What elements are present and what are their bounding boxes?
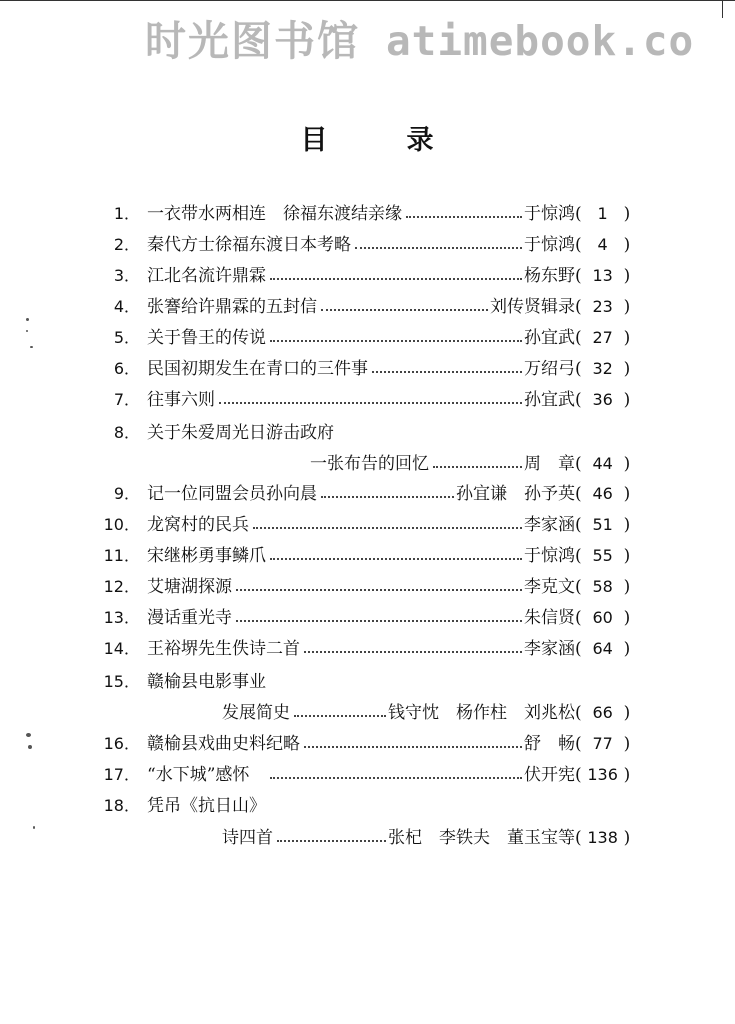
toc-entry [0, 296, 735, 318]
toc-entry [0, 545, 735, 567]
toc-entry-author: 孙宜武 [524, 328, 575, 348]
toc-entry-page: ( 58 ) [575, 577, 631, 597]
page-number: 60 [592, 608, 613, 627]
toc-entry-page: ( 46 ) [575, 484, 631, 504]
toc-entry-page: ( 32 ) [575, 359, 631, 379]
toc-entry [0, 389, 735, 411]
page-number: 51 [592, 515, 613, 534]
scan-speck [26, 330, 28, 332]
toc-entry-title: 民国初期发生在青口的三件事 [147, 359, 368, 379]
toc-entry-title: 往事六则 [147, 390, 215, 410]
toc-entry-number: 2． [113, 235, 140, 254]
toc-entry-page: ( 55 ) [575, 546, 631, 566]
page-number: 77 [592, 734, 613, 753]
page-number: 44 [592, 454, 613, 473]
toc-entry [0, 422, 735, 444]
toc-entry-author: 万绍弓 [524, 359, 575, 379]
toc-entry-page: ( 138 ) [575, 828, 631, 848]
toc-entry-author: 于惊鸿 [524, 235, 575, 255]
page-number: 64 [592, 639, 613, 658]
page-number: 1 [597, 204, 608, 223]
toc-entry [0, 514, 735, 536]
leader-dots [236, 589, 522, 591]
page-number: 55 [592, 546, 613, 565]
toc-entry-page: ( 51 ) [575, 515, 631, 535]
page-number: 138 [587, 828, 618, 847]
toc-entry-page: ( 64 ) [575, 639, 631, 659]
leader-dots [270, 278, 522, 280]
watermark [145, 8, 694, 67]
toc-entry-title: 张謇给许鼎霖的五封信 [147, 297, 317, 317]
toc-entry [0, 795, 735, 817]
toc-entry [0, 764, 735, 786]
page-title [0, 118, 735, 157]
toc-entry-author: 张杞 李铁夫 董玉宝等 [388, 828, 575, 848]
toc-entry-title: 关于鲁王的传说 [147, 328, 266, 348]
toc-entry-author: 李克文 [524, 577, 575, 597]
toc-entry-author: 伏开宪 [524, 765, 575, 785]
toc-entry [0, 234, 735, 256]
toc-entry-number: 12． [103, 577, 140, 596]
toc-entry-title: 一衣带水两相连 徐福东渡结亲缘 [147, 204, 402, 224]
leader-dots [270, 558, 522, 560]
page-number: 66 [592, 703, 613, 722]
page-number: 36 [592, 390, 613, 409]
toc-entry-continuation [0, 453, 735, 475]
toc-entry-author: 孙宜谦 孙予英 [456, 484, 575, 504]
toc-entry [0, 358, 735, 380]
toc-entry-page: ( 77 ) [575, 734, 631, 754]
watermark-cn: 时光图书馆 [145, 17, 360, 65]
toc-entry-title: 赣榆县电影事业 [147, 672, 266, 692]
toc-entry-author: 朱信贤 [524, 608, 575, 628]
toc-entry-number: 5． [113, 328, 140, 347]
toc-entry-number: 3． [113, 266, 140, 285]
toc-entry-continuation [0, 702, 735, 724]
toc-entry-number: 11． [103, 546, 140, 565]
toc-entry-number: 15． [103, 672, 140, 691]
toc-entry-author: 舒 畅 [524, 734, 575, 754]
toc-entry-number: 7． [113, 390, 140, 409]
toc-entry-title: 王裕堺先生佚诗二首 [147, 639, 300, 659]
toc-entry-number: 10． [103, 515, 140, 534]
toc-entry-number: 16． [103, 734, 140, 753]
toc-entry-title: 关于朱爱周光日游击政府 [147, 423, 334, 443]
toc-entry [0, 203, 735, 225]
toc-entry-author: 于惊鸿 [524, 204, 575, 224]
toc-entry-page: ( 4 ) [575, 235, 631, 255]
toc-entry-subtitle: 一张布告的回忆 [310, 454, 429, 474]
scan-speck [28, 745, 32, 749]
toc-entry-title: 江北名流许鼎霖 [147, 266, 266, 286]
scan-speck [33, 826, 35, 829]
toc-entry-page: ( 136 ) [575, 765, 631, 785]
toc-entry-continuation [0, 827, 735, 849]
leader-dots [372, 371, 522, 373]
toc-entry-title: “水下城”感怀 [147, 765, 250, 785]
toc-entry-title: 宋继彬勇事鳞爪 [147, 546, 266, 566]
leader-dots [406, 216, 522, 218]
page-number: 46 [592, 484, 613, 503]
page-number: 32 [592, 359, 613, 378]
toc-entry-author: 钱守忱 杨作柱 刘兆松 [388, 703, 575, 723]
leader-dots [321, 496, 454, 498]
toc-entry-page: ( 60 ) [575, 608, 631, 628]
toc-entry-title: 秦代方士徐福东渡日本考略 [147, 235, 351, 255]
toc-entry-page: ( 1 ) [575, 204, 631, 224]
scan-speck [30, 346, 33, 348]
scan-speck [26, 733, 31, 737]
toc-entry-number: 4． [113, 297, 140, 316]
page-number: 136 [587, 765, 618, 784]
toc-entry-title: 艾塘湖探源 [147, 577, 232, 597]
toc-entry [0, 671, 735, 693]
page-number: 58 [592, 577, 613, 596]
toc-entry-number: 14． [103, 639, 140, 658]
toc-entry [0, 607, 735, 629]
leader-dots [219, 402, 522, 404]
toc-entry-author: 刘传贤辑录 [490, 297, 575, 317]
title-char-2: 录 [406, 125, 435, 156]
toc-entry-subtitle: 发展简史 [222, 703, 290, 723]
toc-entry-title: 龙窝村的民兵 [147, 515, 249, 535]
toc-entry-page: ( 13 ) [575, 266, 631, 286]
toc-entry-number: 18． [103, 796, 140, 815]
toc-entry-author: 于惊鸿 [524, 546, 575, 566]
toc-entry-page: ( 27 ) [575, 328, 631, 348]
toc-entry-author: 李家涵 [524, 515, 575, 535]
toc-entry-number: 6． [113, 359, 140, 378]
page-number: 4 [597, 235, 608, 254]
toc-entry-author: 李家涵 [524, 639, 575, 659]
toc-entry-author: 杨东野 [524, 266, 575, 286]
top-rule [0, 0, 735, 1]
leader-dots [304, 746, 522, 748]
leader-dots [270, 340, 522, 342]
leader-dots [321, 309, 488, 311]
toc-entry [0, 265, 735, 287]
toc-entry-number: 8． [113, 423, 140, 442]
toc-entry [0, 638, 735, 660]
toc-entry [0, 576, 735, 598]
toc-entry-number: 1． [113, 204, 140, 223]
toc-entry-title: 赣榆县戏曲史料纪略 [147, 734, 300, 754]
toc-entry-number: 13． [103, 608, 140, 627]
toc-entry [0, 483, 735, 505]
toc-entry-title: 记一位同盟会员孙向晨 [147, 484, 317, 504]
leader-dots [355, 247, 522, 249]
toc-entry-page: ( 36 ) [575, 390, 631, 410]
leader-dots [304, 651, 522, 653]
toc-entry-author: 周 章 [524, 454, 575, 474]
toc-entry-number: 17． [103, 765, 140, 784]
scan-speck [26, 318, 29, 321]
leader-dots [236, 620, 522, 622]
leader-dots [253, 527, 522, 529]
title-char-1: 目 [300, 125, 329, 156]
page-number: 27 [592, 328, 613, 347]
toc-entry-page: ( 66 ) [575, 703, 631, 723]
leader-dots [270, 777, 522, 779]
toc-entry-author: 孙宜武 [524, 390, 575, 410]
toc-entry [0, 327, 735, 349]
page-number: 23 [592, 297, 613, 316]
leader-dots [433, 466, 522, 468]
corner-mark [722, 0, 723, 18]
toc-entry [0, 733, 735, 755]
toc-entry-subtitle: 诗四首 [222, 828, 273, 848]
toc-entry-page: ( 23 ) [575, 297, 631, 317]
toc-entry-page: ( 44 ) [575, 454, 631, 474]
page-number: 13 [592, 266, 613, 285]
leader-dots [294, 715, 386, 717]
toc-entry-title: 凭吊《抗日山》 [147, 796, 266, 816]
toc-entry-number: 9． [113, 484, 140, 503]
toc-entry-title: 漫话重光寺 [147, 608, 232, 628]
watermark-url: atimebook.co [386, 17, 695, 65]
leader-dots [277, 840, 386, 842]
